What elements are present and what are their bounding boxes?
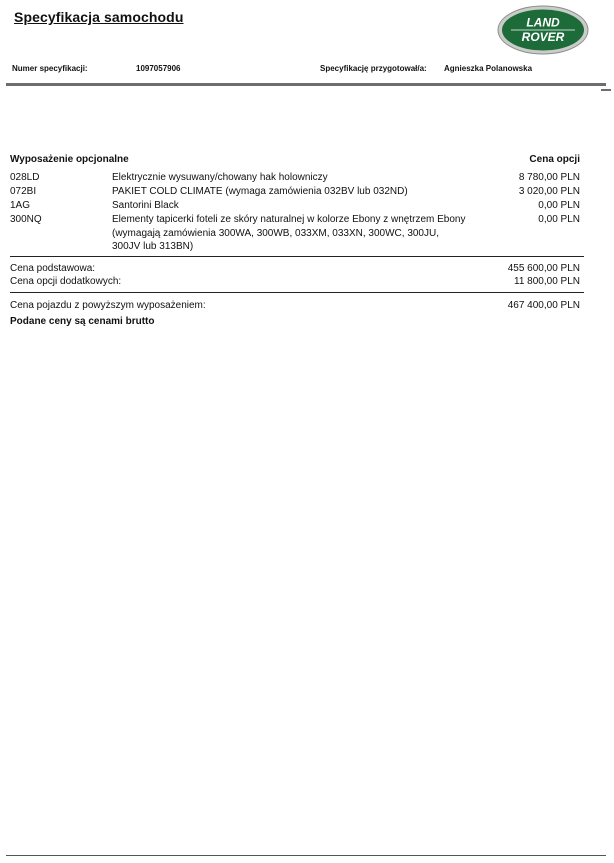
- page-title: Specyfikacja samochodu: [14, 9, 184, 25]
- option-description: PAKIET COLD CLIMATE (wymaga zamówienia 032BV lub 032ND): [112, 186, 408, 197]
- option-code: 300NQ: [10, 214, 42, 225]
- base-price-value: 455 600,00 PLN: [507, 263, 580, 274]
- logo-text-top: LAND: [526, 15, 560, 30]
- total-price-value: 467 400,00 PLN: [507, 300, 580, 311]
- option-price: 0,00 PLN: [538, 214, 580, 225]
- price-heading: Cena opcji: [529, 154, 580, 165]
- header-divider: [6, 83, 606, 86]
- option-description: Elektrycznie wysuwany/chowany hak holowniczy: [112, 172, 328, 183]
- option-description: Santorini Black: [112, 200, 179, 211]
- option-price: 3 020,00 PLN: [518, 186, 580, 197]
- spec-number-label: Numer specyfikacji:: [12, 64, 88, 73]
- base-price-label: Cena podstawowa:: [10, 263, 96, 274]
- option-code: 028LD: [10, 172, 40, 183]
- spec-number-value: 1097057906: [136, 64, 181, 73]
- option-price: 0,00 PLN: [538, 200, 580, 211]
- summary-divider: [10, 292, 584, 293]
- footer-divider: [6, 855, 606, 856]
- option-description: Elementy tapicerki foteli ze skóry naturalnej w kolorze Ebony z wnętrzem Ebony (wymagają zamówienia 300WA, 300WB, 033XM, 033XN, 300WC, 300JU, 300JV lub 313BN): [112, 214, 466, 252]
- extras-price-value: 11 800,00 PLN: [514, 276, 580, 287]
- total-price-row: [10, 300, 580, 311]
- option-code: 1AG: [10, 200, 31, 211]
- option-price: 8 780,00 PLN: [518, 172, 580, 183]
- options-heading: Wyposażenie opcjonalne: [10, 154, 129, 165]
- land-rover-logo: [497, 5, 589, 55]
- prepared-by-value: Agnieszka Polanowska: [444, 64, 533, 73]
- logo-text-bottom: ROVER: [521, 30, 565, 44]
- header-divider-end: [601, 89, 611, 91]
- total-price-label: Cena pojazdu z powyższym wyposażeniem:: [10, 300, 206, 311]
- extras-price-row: [10, 276, 580, 287]
- gross-price-note: Podane ceny są cenami brutto: [10, 316, 155, 327]
- base-price-row: [10, 263, 580, 274]
- options-header: [10, 154, 580, 165]
- option-code: 072BI: [10, 186, 37, 197]
- prepared-by-label: Specyfikację przygotował/a:: [320, 64, 427, 73]
- extras-price-label: Cena opcji dodatkowych:: [10, 276, 122, 287]
- options-divider: [10, 256, 584, 257]
